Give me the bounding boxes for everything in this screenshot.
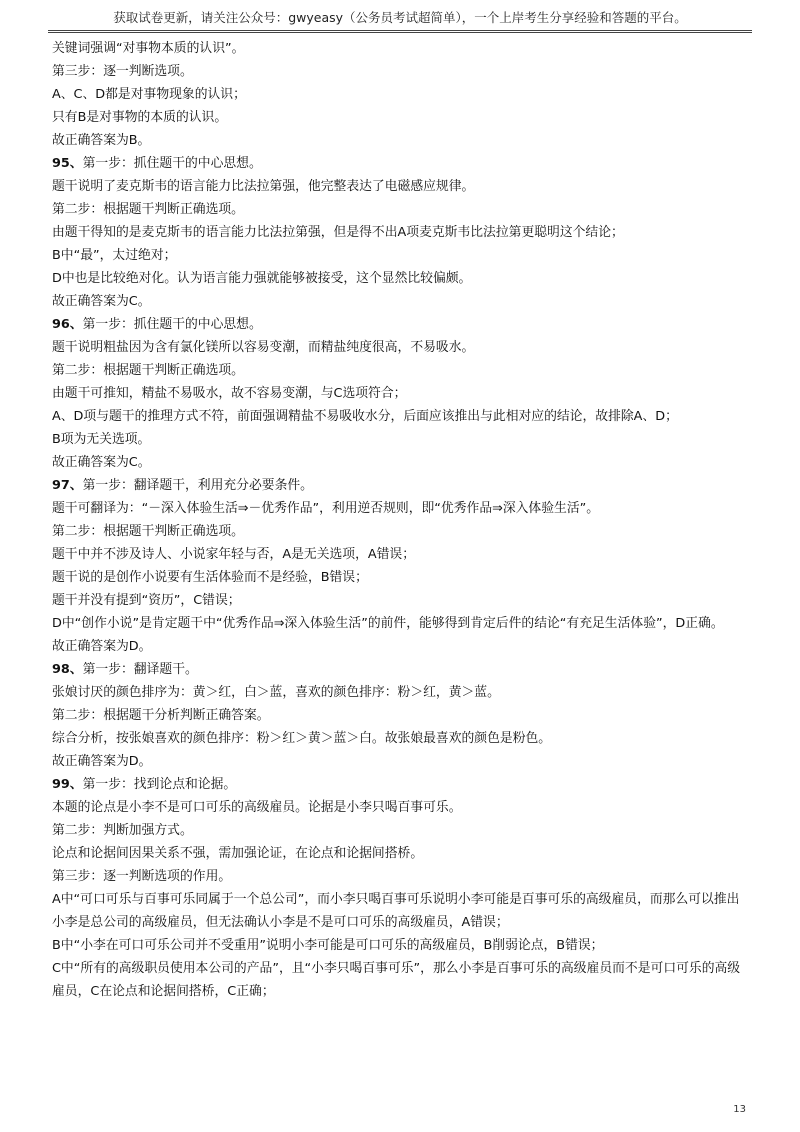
line-text: 第三步：逐一判断选项。 bbox=[52, 64, 193, 79]
text-line bbox=[52, 405, 752, 428]
line-text: 论点和论据间因果关系不强，需加强论证，在论点和论据间搭桥。 bbox=[52, 846, 424, 861]
line-text: A、D项与题干的推理方式不符，前面强调精盐不易吸收水分，后面应该推出与此相对应的结论，故排除A、D； bbox=[52, 409, 678, 424]
line-text: D中也是比较绝对化。认为语言能力强就能够被接受，这个显然比较偏颇。 bbox=[52, 271, 472, 286]
answer-explanations bbox=[52, 37, 752, 1003]
text-line bbox=[52, 129, 752, 152]
text-line bbox=[52, 704, 752, 727]
line-text: 第一步：找到论点和论据。 bbox=[82, 777, 237, 792]
question-heading bbox=[52, 313, 752, 336]
text-line bbox=[52, 428, 752, 451]
line-text: 第二步：根据题干判断正确选项。 bbox=[52, 363, 244, 378]
text-line bbox=[52, 198, 752, 221]
text-line bbox=[52, 83, 752, 106]
question-number: 98、 bbox=[52, 662, 83, 677]
line-text: 题干说的是创作小说要有生活体验而不是经验，B错误； bbox=[52, 570, 368, 585]
text-line bbox=[52, 842, 752, 865]
line-text: 由题干可推知，精盐不易吸水，故不容易变潮，与C选项符合； bbox=[52, 386, 407, 401]
line-text: 第二步：根据题干判断正确选项。 bbox=[52, 524, 244, 539]
text-line bbox=[52, 221, 752, 244]
line-text: 关键词强调“对事物本质的认识”。 bbox=[52, 41, 245, 56]
line-text: B中“最”，太过绝对； bbox=[52, 248, 177, 263]
text-line bbox=[52, 37, 752, 60]
line-text: 题干说明粗盐因为含有氯化镁所以容易变潮，而精盐纯度很高，不易吸水。 bbox=[52, 340, 475, 355]
text-line bbox=[52, 635, 752, 658]
text-line bbox=[52, 359, 752, 382]
text-line bbox=[52, 290, 752, 313]
line-text: 题干中并不涉及诗人、小说家年轻与否，A是无关选项，A错误； bbox=[52, 547, 416, 562]
question-heading bbox=[52, 152, 752, 175]
text-line bbox=[52, 888, 752, 934]
line-text: 第二步：根据题干分析判断正确答案。 bbox=[52, 708, 270, 723]
line-text: B中“小李在可口可乐公司并不受重用”说明小李可能是可口可乐的高级雇员，B削弱论点，B错误； bbox=[52, 938, 604, 953]
line-text: 第三步：逐一判断选项的作用。 bbox=[52, 869, 232, 884]
line-text: A中“可口可乐与百事可乐同属于一个总公司”，而小李只喝百事可乐说明小李可能是百事可乐的高级雇员，而那么可以推出小李是总公司的高级雇员，但无法确认小李是不是可口可乐的高级雇员，A错误； bbox=[52, 892, 740, 930]
text-line bbox=[52, 796, 752, 819]
line-text: 题干并没有提到“资历”，C错误； bbox=[52, 593, 241, 608]
line-text: 第一步：翻译题干，利用充分必要条件。 bbox=[82, 478, 313, 493]
text-line bbox=[52, 934, 752, 957]
line-text: 第二步：根据题干判断正确选项。 bbox=[52, 202, 244, 217]
text-line bbox=[52, 244, 752, 267]
page-number: 13 bbox=[733, 1104, 746, 1115]
text-line bbox=[52, 106, 752, 129]
line-text: 由题干得知的是麦克斯韦的语言能力比法拉第强，但是得不出A项麦克斯韦比法拉第更聪明这个结论； bbox=[52, 225, 624, 240]
line-text: A、C、D都是对事物现象的认识； bbox=[52, 87, 246, 102]
question-number: 96、 bbox=[52, 317, 83, 332]
text-line bbox=[52, 520, 752, 543]
text-line bbox=[52, 543, 752, 566]
line-text: 第一步：翻译题干。 bbox=[82, 662, 198, 677]
text-line bbox=[52, 681, 752, 704]
page-header: 获取试卷更新，请关注公众号：gwyeasy（公务员考试超简单），一个上岸考生分享经验和答题的平台。 bbox=[113, 10, 687, 25]
question-number: 99、 bbox=[52, 777, 83, 792]
text-line bbox=[52, 451, 752, 474]
question-heading bbox=[52, 474, 752, 497]
question-number: 97、 bbox=[52, 478, 83, 493]
text-line bbox=[52, 612, 752, 635]
line-text: 本题的论点是小李不是可口可乐的高级雇员。论据是小李只喝百事可乐。 bbox=[52, 800, 462, 815]
question-heading bbox=[52, 658, 752, 681]
text-line bbox=[52, 497, 752, 520]
text-line bbox=[52, 336, 752, 359]
line-text: 张娘讨厌的颜色排序为：黄＞红，白＞蓝，喜欢的颜色排序：粉＞红，黄＞蓝。 bbox=[52, 685, 500, 700]
line-text: D中“创作小说”是肯定题干中“优秀作品⇒深入体验生活”的前件，能够得到肯定后件的结论“有充足生活体验”，D正确。 bbox=[52, 616, 724, 631]
line-text: 只有B是对事物的本质的认识。 bbox=[52, 110, 228, 125]
line-text: C中“所有的高级职员使用本公司的产品”，且“小李只喝百事可乐”，那么小李是百事可乐的高级雇员而不是可口可乐的高级雇员，C在论点和论据间搭桥，C正确； bbox=[52, 961, 741, 999]
text-line bbox=[52, 566, 752, 589]
text-line bbox=[52, 60, 752, 83]
header-divider bbox=[48, 30, 752, 33]
line-text: 题干说明了麦克斯韦的语言能力比法拉第强，他完整表达了电磁感应规律。 bbox=[52, 179, 475, 194]
line-text: 故正确答案为C。 bbox=[52, 294, 151, 309]
text-line bbox=[52, 750, 752, 773]
text-line bbox=[52, 727, 752, 750]
line-text: 第一步：抓住题干的中心思想。 bbox=[82, 317, 262, 332]
line-text: 故正确答案为D。 bbox=[52, 754, 152, 769]
line-text: 故正确答案为B。 bbox=[52, 133, 151, 148]
text-line bbox=[52, 589, 752, 612]
line-text: 第一步：抓住题干的中心思想。 bbox=[82, 156, 262, 171]
text-line bbox=[52, 957, 752, 1003]
line-text: 综合分析，按张娘喜欢的颜色排序：粉＞红＞黄＞蓝＞白。故张娘最喜欢的颜色是粉色。 bbox=[52, 731, 552, 746]
text-line bbox=[52, 382, 752, 405]
text-line bbox=[52, 819, 752, 842]
line-text: B项为无关选项。 bbox=[52, 432, 151, 447]
text-line bbox=[52, 267, 752, 290]
text-line bbox=[52, 175, 752, 198]
question-number: 95、 bbox=[52, 156, 83, 171]
line-text: 第二步：判断加强方式。 bbox=[52, 823, 193, 838]
line-text: 故正确答案为C。 bbox=[52, 455, 151, 470]
line-text: 题干可翻译为：“－深入体验生活⇒－优秀作品”，利用逆否规则，即“优秀作品⇒深入体验生活”。 bbox=[52, 501, 600, 516]
text-line bbox=[52, 865, 752, 888]
line-text: 故正确答案为D。 bbox=[52, 639, 152, 654]
question-heading bbox=[52, 773, 752, 796]
